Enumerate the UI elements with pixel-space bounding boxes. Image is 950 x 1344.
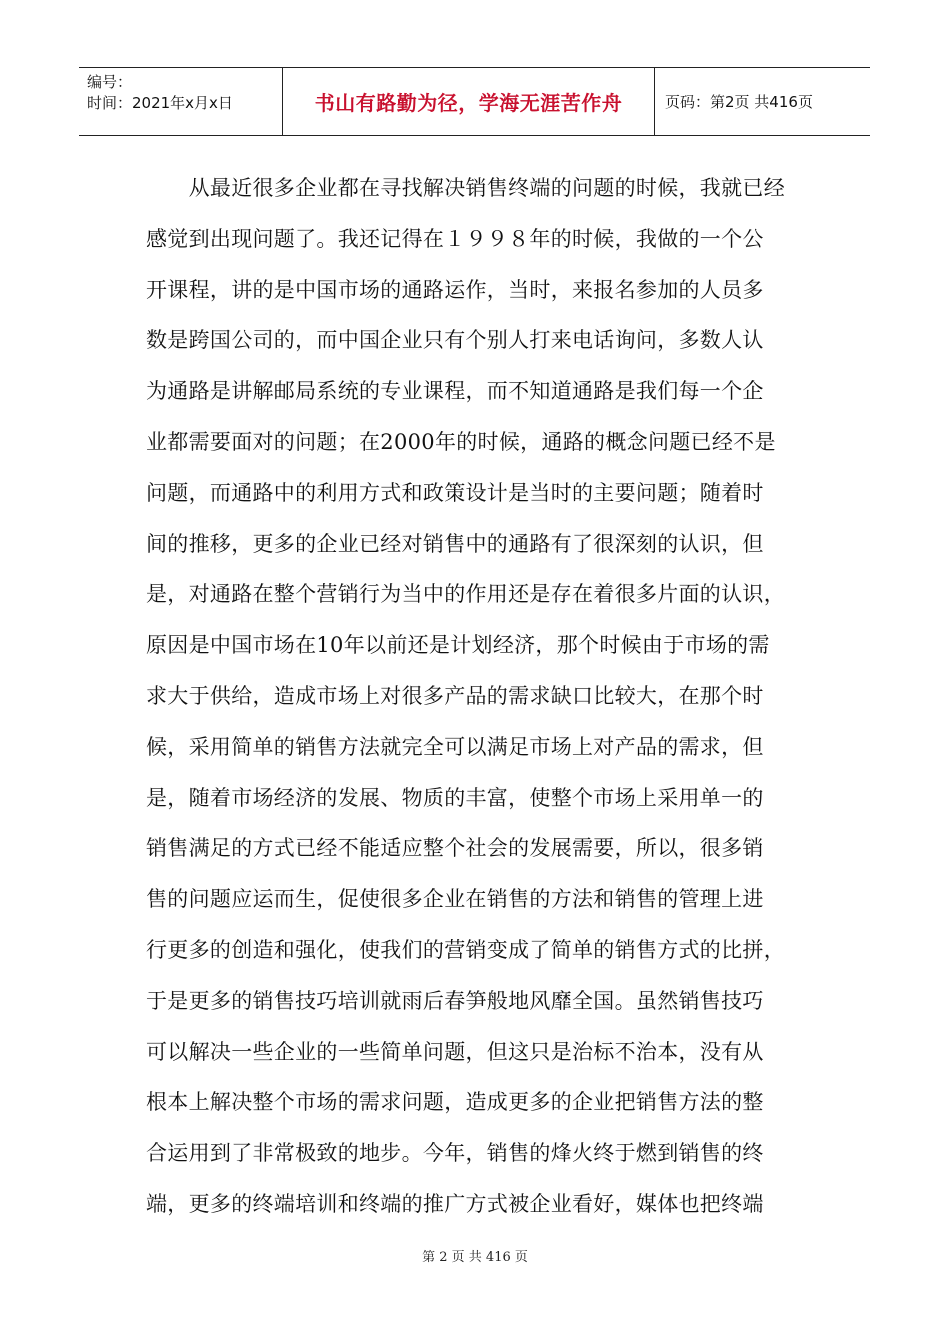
document-number-label: 编号：: [87, 73, 133, 91]
document-date: 时间：2021年x月x日: [87, 94, 233, 112]
body-line: 是，对通路在整个营销行为当中的作用还是存在着很多片面的认识，: [146, 582, 785, 607]
body-line: 从最近很多企业都在寻找解决销售终端的问题的时候，我就已经: [146, 176, 785, 200]
body-line: 端，更多的终端培训和终端的推广方式被企业看好，媒体也把终端: [146, 1191, 764, 1216]
body-line: 是，随着市场经济的发展、物质的丰富，使整个市场上采用单一的: [146, 785, 764, 810]
page-header: [79, 67, 870, 136]
body-line: 数是跨国公司的，而中国企业只有个别人打来电话询问，多数人认: [146, 328, 764, 353]
body-line: 售的问题应运而生，促使很多企业在销售的方法和销售的管理上进: [146, 887, 764, 912]
body-line: 根本上解决整个市场的需求问题，造成更多的企业把销售方法的整: [146, 1090, 764, 1115]
body-line: 开课程，讲的是中国市场的通路运作，当时，来报名参加的人员多: [146, 277, 764, 302]
body-line: 原因是中国市场在10年以前还是计划经济，那个时候由于市场的需: [146, 633, 770, 658]
body-line: 可以解决一些企业的一些简单问题，但这只是治标不治本，没有从: [146, 1039, 764, 1064]
body-line: 为通路是讲解邮局系统的专业课程，而不知道通路是我们每一个企: [146, 379, 764, 404]
body-line: 感觉到出现问题了。我还记得在１９９８年的时候，我做的一个公: [146, 226, 764, 251]
body-line: 合运用到了非常极致的地步。今年，销售的烽火终于燃到销售的终: [146, 1141, 764, 1166]
article-body: [146, 163, 806, 1230]
body-line: 业都需要面对的问题；在2000年的时候，通路的概念问题已经不是: [146, 429, 776, 454]
body-line: 问题，而通路中的利用方式和政策设计是当时的主要问题；随着时: [146, 480, 764, 505]
body-line: 行更多的创造和强化，使我们的营销变成了简单的销售方式的比拼，: [146, 937, 785, 962]
header-page-info: 页码：第2页 共416页: [665, 93, 813, 111]
body-line: 销售满足的方式已经不能适应整个社会的发展需要，所以，很多销: [146, 836, 764, 861]
body-line: 于是更多的销售技巧培训就雨后春笋般地风靡全国。虽然销售技巧: [146, 988, 764, 1013]
header-meta: [79, 68, 283, 135]
header-motto: 书山有路勤为径，学海无涯苦作舟: [283, 68, 655, 135]
body-line: 间的推移，更多的企业已经对销售中的通路有了很深刻的认识，但: [146, 531, 764, 556]
page-footer: 第 2 页 共 416 页: [422, 1250, 528, 1265]
body-line: 求大于供给，造成市场上对很多产品的需求缺口比较大，在那个时: [146, 683, 764, 708]
body-line: 候，采用简单的销售方法就完全可以满足市场上对产品的需求，但: [146, 734, 764, 759]
